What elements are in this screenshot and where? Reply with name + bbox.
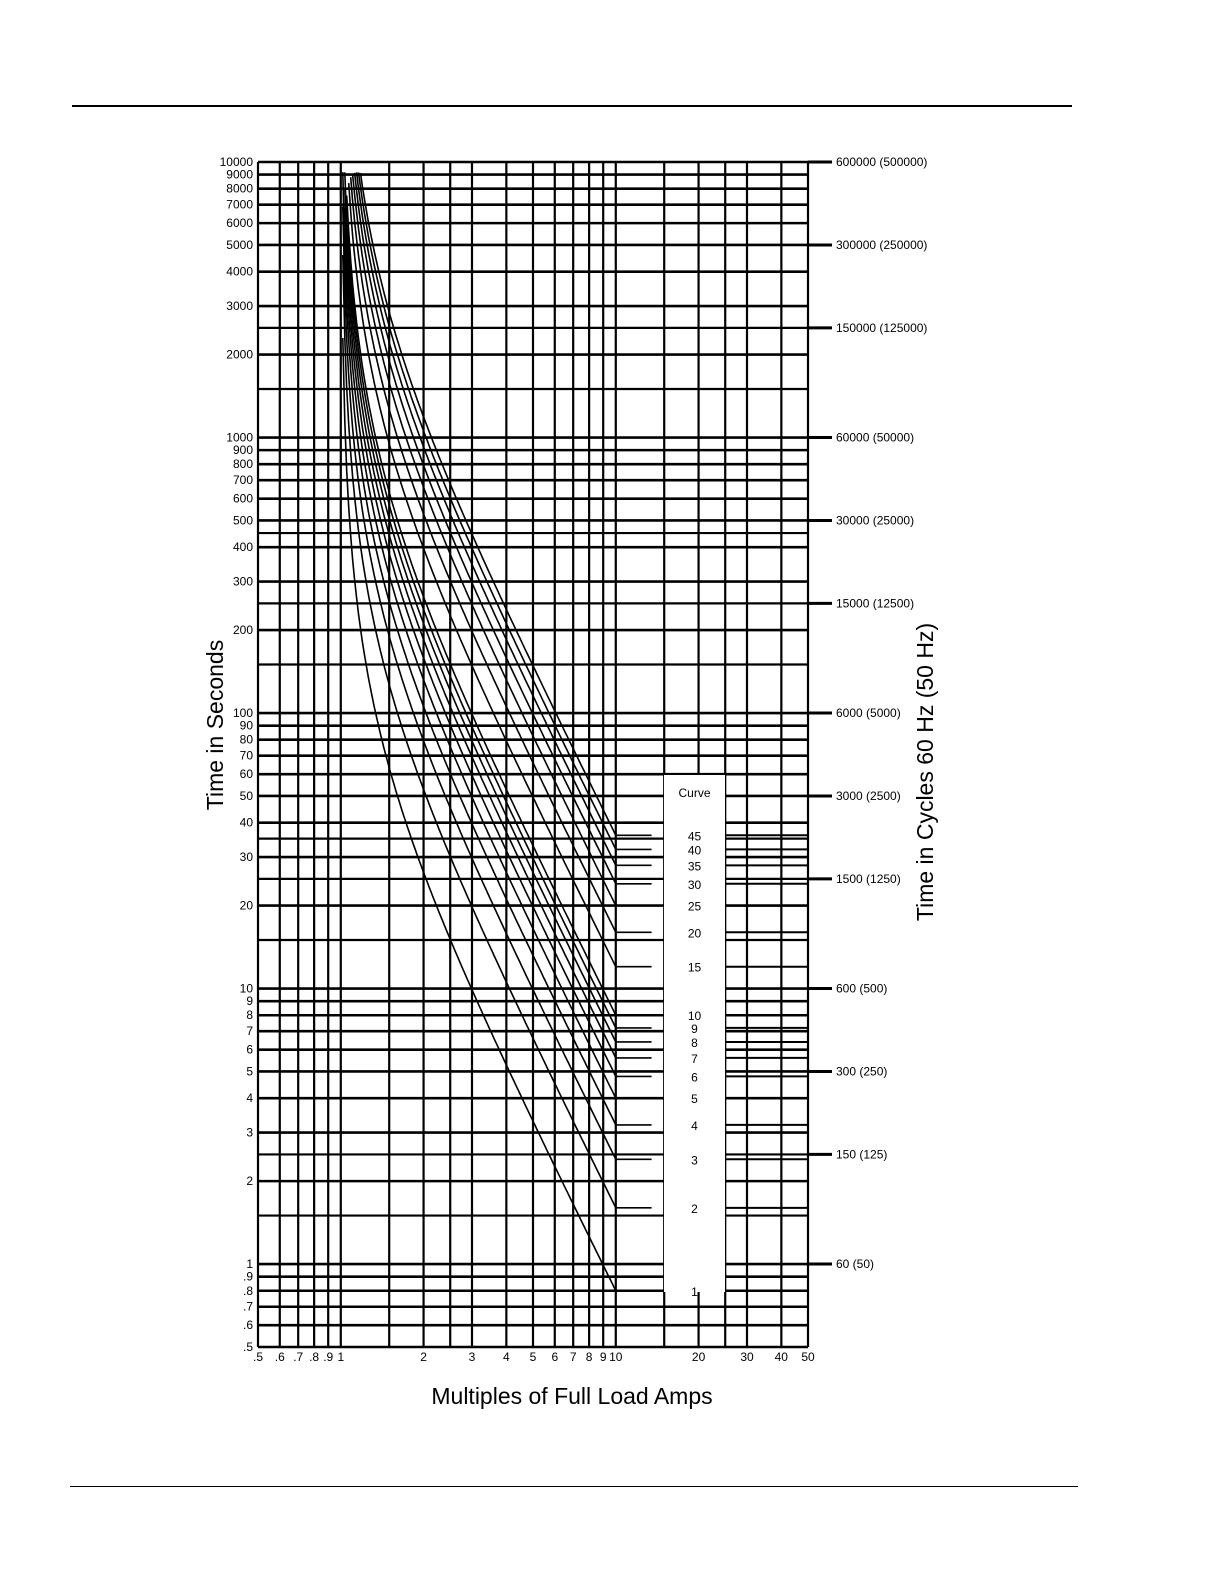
y-tick-label: 10000 — [219, 155, 253, 169]
legend-label-10: 10 — [687, 1009, 702, 1024]
legend-title: Curve — [678, 786, 711, 800]
cycles-label: 600 (500) — [836, 981, 888, 996]
legend-label-2: 2 — [691, 1201, 698, 1216]
y-tick-label: 100 — [232, 706, 253, 720]
y-tick-label: 3000 — [226, 299, 253, 314]
curve-lines — [343, 172, 808, 1291]
y-tick-label: .9 — [242, 1269, 253, 1284]
y-tick-label: 5 — [246, 1064, 253, 1079]
y-tick-label: .6 — [242, 1318, 253, 1333]
x-tick-label: 1 — [337, 1350, 345, 1364]
y-tick-label: 4000 — [226, 264, 253, 279]
legend-label-15: 15 — [687, 960, 702, 975]
y-tick-label: 4 — [246, 1091, 253, 1106]
x-tick-label: 8 — [585, 1350, 593, 1364]
curve-line-40 — [359, 173, 652, 850]
y-tick-label: 1000 — [226, 430, 253, 445]
cycles-label: 60 (50) — [836, 1257, 875, 1272]
x-tick-label: 6 — [551, 1350, 559, 1364]
cycles-label: 150000 (125000) — [836, 320, 928, 335]
legend-label-25: 25 — [687, 899, 702, 914]
x-tick-label: .8 — [309, 1350, 320, 1364]
y-tick-label: 600 — [232, 491, 253, 506]
legend-label-7: 7 — [691, 1051, 698, 1066]
legend-label-45: 45 — [687, 829, 702, 844]
y-tick-label: 6000 — [226, 216, 253, 231]
y-tick-label: 2000 — [226, 347, 253, 362]
x-tick-label: .7 — [293, 1350, 304, 1364]
x-tick-label: .9 — [323, 1350, 334, 1364]
curve-line-35 — [357, 172, 652, 865]
x-tick-label: 10 — [609, 1350, 623, 1364]
legend-label-30: 30 — [687, 877, 702, 892]
y-tick-label: 60 — [239, 767, 253, 782]
y-tick-label: 500 — [232, 513, 253, 528]
curve-line-20 — [351, 177, 652, 932]
y-axis-title: Time in Seconds — [202, 639, 228, 811]
grid-lines — [258, 162, 808, 1347]
y-tick-label: 300 — [232, 574, 253, 589]
y-tick-label: 7000 — [226, 197, 253, 212]
y-tick-label: 20 — [239, 898, 253, 913]
y-tick-label: 7 — [246, 1024, 253, 1039]
x-tick-label: 5 — [529, 1350, 537, 1364]
y-tick-label: 400 — [232, 540, 253, 555]
y-tick-label: 9 — [246, 994, 253, 1009]
y-tick-label: .7 — [242, 1299, 253, 1314]
cycles-label: 30000 (25000) — [836, 513, 915, 528]
x-tick-label: .6 — [274, 1350, 285, 1364]
cycles-label: 6000 (5000) — [836, 706, 901, 720]
cycles-label: 300 (250) — [836, 1064, 888, 1079]
cycles-label: 300000 (250000) — [836, 237, 928, 252]
y-tick-label: 3 — [246, 1125, 253, 1140]
y-tick-label: 9000 — [226, 167, 253, 182]
y-tick-label: 50 — [239, 789, 253, 803]
y-tick-label: 700 — [232, 473, 253, 488]
legend-label-35: 35 — [687, 859, 702, 874]
cycles-label: 60000 (50000) — [836, 430, 915, 445]
curve-line-10 — [347, 196, 652, 1016]
y-tick-label: 90 — [239, 718, 253, 733]
y-tick-label: 6 — [246, 1042, 253, 1057]
y-tick-label: 900 — [232, 443, 253, 458]
x-axis-title: Multiples of Full Load Amps — [431, 1383, 713, 1409]
x-tick-label: 20 — [691, 1350, 706, 1364]
legend-label-40: 40 — [687, 843, 702, 858]
y-tick-label: .8 — [242, 1283, 253, 1298]
y-tick-label: .5 — [242, 1340, 253, 1354]
y-tick-label: 30 — [239, 850, 253, 865]
y-tick-label: 2 — [246, 1174, 253, 1189]
legend-label-20: 20 — [687, 926, 702, 941]
y-tick-label: 800 — [232, 457, 253, 472]
y-tick-label: 200 — [232, 623, 253, 638]
secondary-y-axis-title: Time in Cycles 60 Hz (50 Hz) — [912, 622, 938, 922]
curve-legend — [664, 775, 725, 1299]
x-tick-label: 3 — [468, 1350, 476, 1364]
x-tick-label: 50 — [801, 1350, 815, 1364]
cycles-label: 15000 (12500) — [836, 596, 915, 611]
y-tick-label: 8000 — [226, 181, 253, 196]
legend-label-3: 3 — [691, 1153, 698, 1168]
x-tick-label: 2 — [420, 1350, 427, 1364]
legend-label-8: 8 — [691, 1035, 698, 1050]
x-tick-label: 30 — [740, 1350, 754, 1364]
legend-label-9: 9 — [691, 1021, 698, 1036]
curve-line-15 — [349, 183, 652, 967]
x-tick-label: 4 — [502, 1350, 510, 1364]
y-tick-label: 10 — [239, 981, 253, 996]
y-tick-label: 8 — [246, 1008, 253, 1023]
cycles-label: 3000 (2500) — [836, 789, 901, 803]
y-tick-label: 1 — [246, 1257, 253, 1272]
x-tick-label: 40 — [774, 1350, 788, 1364]
x-tick-label: 9 — [599, 1350, 607, 1364]
cycles-label: 600000 (500000) — [836, 155, 928, 169]
cycles-label: 1500 (1250) — [836, 871, 901, 886]
cycles-axis — [808, 155, 927, 1271]
legend-label-5: 5 — [691, 1092, 698, 1107]
y-tick-label: 80 — [239, 732, 253, 747]
x-tick-label: 7 — [569, 1350, 577, 1364]
legend-label-1: 1 — [691, 1284, 698, 1299]
y-tick-label: 70 — [239, 748, 253, 763]
y-tick-label: 40 — [239, 815, 253, 830]
legend-label-6: 6 — [691, 1070, 698, 1085]
y-tick-label: 5000 — [226, 237, 253, 252]
cycles-label: 150 (125) — [836, 1147, 888, 1162]
legend-label-4: 4 — [691, 1118, 698, 1133]
x-tick-labels — [253, 1350, 815, 1364]
x-tick-label: .5 — [252, 1350, 264, 1364]
